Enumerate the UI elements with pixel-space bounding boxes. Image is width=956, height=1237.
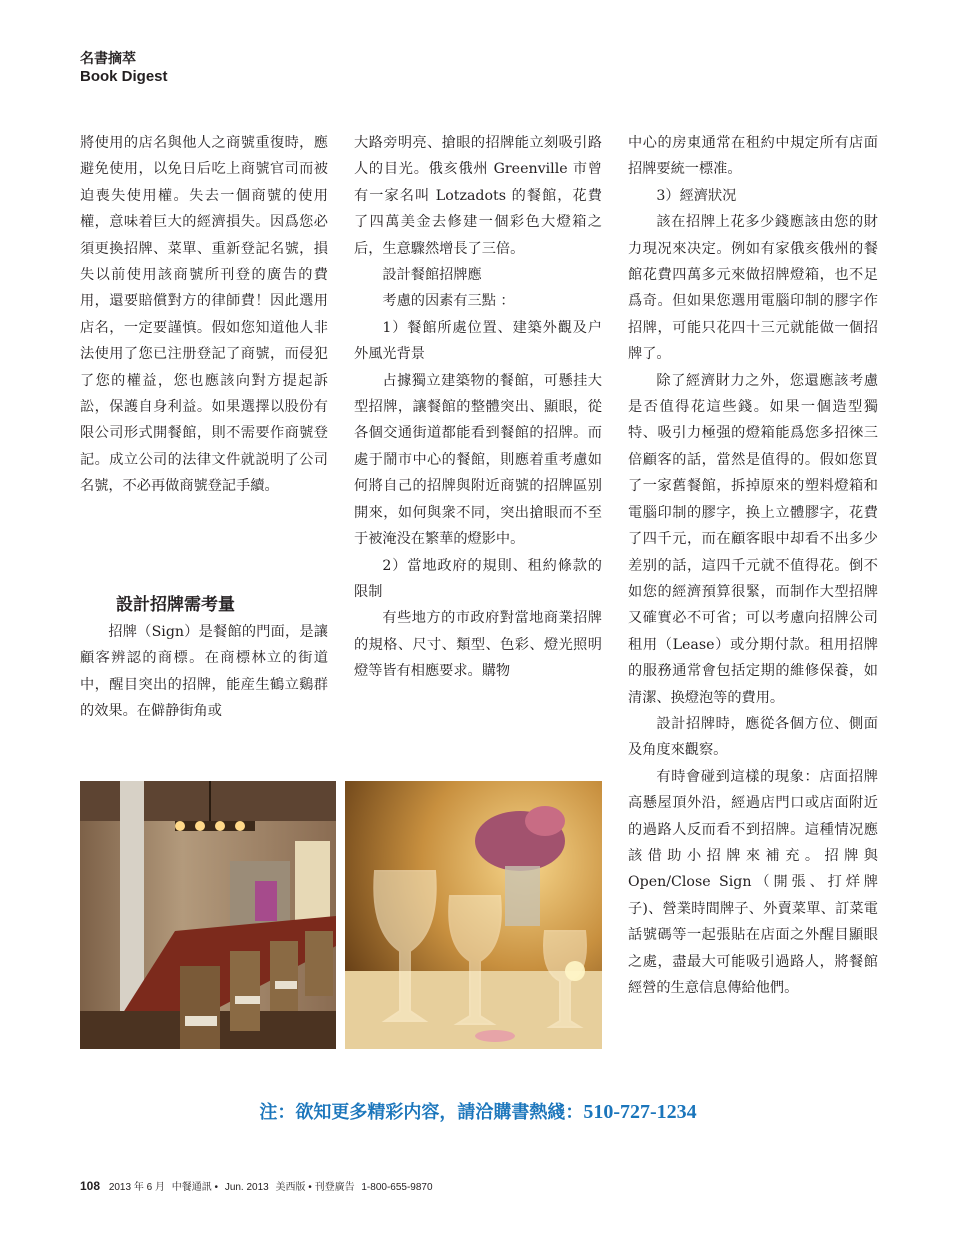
paragraph: 設計餐館招牌應 xyxy=(382,267,482,284)
footer-en-date: Jun. 2013 xyxy=(224,1182,269,1193)
paragraph: 有時會碰到這樣的現象：店面招牌高懸屋頂外沿，經過店門口或店面附近的過路人反而看不到招牌。這種情况應該借助小招牌來補充。招牌與 Open/Close Sign（開張、打烊牌子)、營業時間牌子、外賣菜單、訂菜電話號碼等一起張貼在店面之外醒目顯眼之處，盡最大可能吸引過路人，將餐館經營的生意信息傳給他們。 xyxy=(628,768,878,996)
footer-edition: 美西版 • 刊登廣告 xyxy=(275,1182,355,1193)
wine-glasses-table-photo xyxy=(345,781,602,1049)
section-header xyxy=(80,50,168,86)
subheading: 設計招牌需考量 xyxy=(116,595,235,615)
paragraph: 2）當地政府的規則、租約條款的限制 xyxy=(354,557,602,600)
paragraph: 設計招牌時，應從各個方位、側面及角度來觀察。 xyxy=(628,715,878,759)
page-number: 108 xyxy=(80,1179,101,1193)
article-column-3 xyxy=(628,130,878,1001)
article-column-1-continued xyxy=(80,619,328,725)
paragraph: 將使用的店名與他人之商號重復時，應避免使用，以免日后吃上商號官司而被迫喪失使用權。失去一個商號的使用權，意味着巨大的經濟損失。因爲您必須更換招牌、菜單、重新登記名號，損失以前使用該商號所刊登的廣告的費用，還要賠償對方的律師費！因此選用店名，一定要謹慎。假如您知道他人非法使用了您已注册登記了商號，而侵犯了您的權益，您也應該向對方提起訴訟，保護自身利益。如果選擇以股份有限公司形式開餐館，則不需要作商號登記。成立公司的法律文件就説明了公司名號，不必再做商號登記手續。 xyxy=(80,135,328,495)
article-column-1 xyxy=(80,130,328,500)
footer-tel: 1-800-655-9870 xyxy=(361,1182,433,1193)
paragraph: 大路旁明亮、搶眼的招牌能立刻吸引路人的目光。俄亥俄州 Greenville 市曾有一家名叫 Lotzadots 的餐館，花費了四萬美金去修建一個彩色大燈箱之后，生意驟然增長了三倍。 xyxy=(354,135,602,257)
note-text: 注：欲知更多精彩内容，請洽購書熱綫： xyxy=(259,1102,584,1123)
section-title-zh: 名書摘萃 xyxy=(80,51,136,67)
paragraph: 1）餐館所處位置、建築外觀及户外風光背景 xyxy=(354,319,602,363)
paragraph: 中心的房東通常在租約中規定所有店面招牌要統一標准。 xyxy=(628,135,878,178)
footer-magazine: 中餐通訊 • xyxy=(171,1182,219,1193)
page-footer xyxy=(80,1178,437,1193)
hotline-phone-number: 510-727-1234 xyxy=(583,1101,697,1123)
paragraph: 占據獨立建築物的餐館，可懸挂大型招牌，讓餐館的整體突出、顯眼，從各個交通街道都能看到餐館的招牌。而處于鬧市中心的餐館，則應着重考慮如何將自己的招牌與附近商號的招牌區别開來，如何與衆不同，突出搶眼而不至于被淹没在繁華的燈影中。 xyxy=(354,372,602,548)
paragraph: 有些地方的市政府對當地商業招牌的規格、尺寸、類型、色彩、燈光照明燈等皆有相應要求。購物 xyxy=(354,610,602,680)
purchase-hotline-note xyxy=(0,1098,956,1124)
paragraph: 考慮的因素有三點 ： xyxy=(382,293,515,310)
article-column-2 xyxy=(354,130,602,685)
section-title-en: Book Digest xyxy=(80,68,168,85)
restaurant-dining-room-photo xyxy=(80,781,336,1049)
footer-date: 2013 年 6 月 xyxy=(108,1182,165,1193)
paragraph: 該在招牌上花多少錢應該由您的財力現况來决定。例如有家俄亥俄州的餐館花費四萬多元來做招牌燈箱，也不足爲奇。但如果您選用電腦印制的膠字作招牌，可能只花四十三元就能做一個招牌了。 xyxy=(628,214,878,363)
paragraph: 3）經濟狀况 xyxy=(656,187,737,204)
paragraph: 除了經濟財力之外，您還應該考慮是否值得花這些錢。如果一個造型獨特、吸引力極强的燈箱能爲您多招徠三倍顧客的話，當然是值得的。假如您買了一家舊餐館，拆掉原來的塑料燈箱和電腦印制的膠字，换上立體膠字，花費了四千元，而在顧客眼中却看不出多少差别的話，這四千元就不值得花。倒不如您的經濟預算很緊，而制作大型招牌又確實必不可省；可以考慮向招牌公司租用（Lease）或分期付款。租用招牌的服務通常會包括定期的維修保養，如清潔、换燈泡等的費用。 xyxy=(628,372,878,706)
paragraph: 招牌（Sign）是餐館的門面，是讓顧客辨認的商標。在商標林立的街道中，醒目突出的招牌，能産生鶴立鷄群的效果。在僻静街角或 xyxy=(80,624,328,720)
